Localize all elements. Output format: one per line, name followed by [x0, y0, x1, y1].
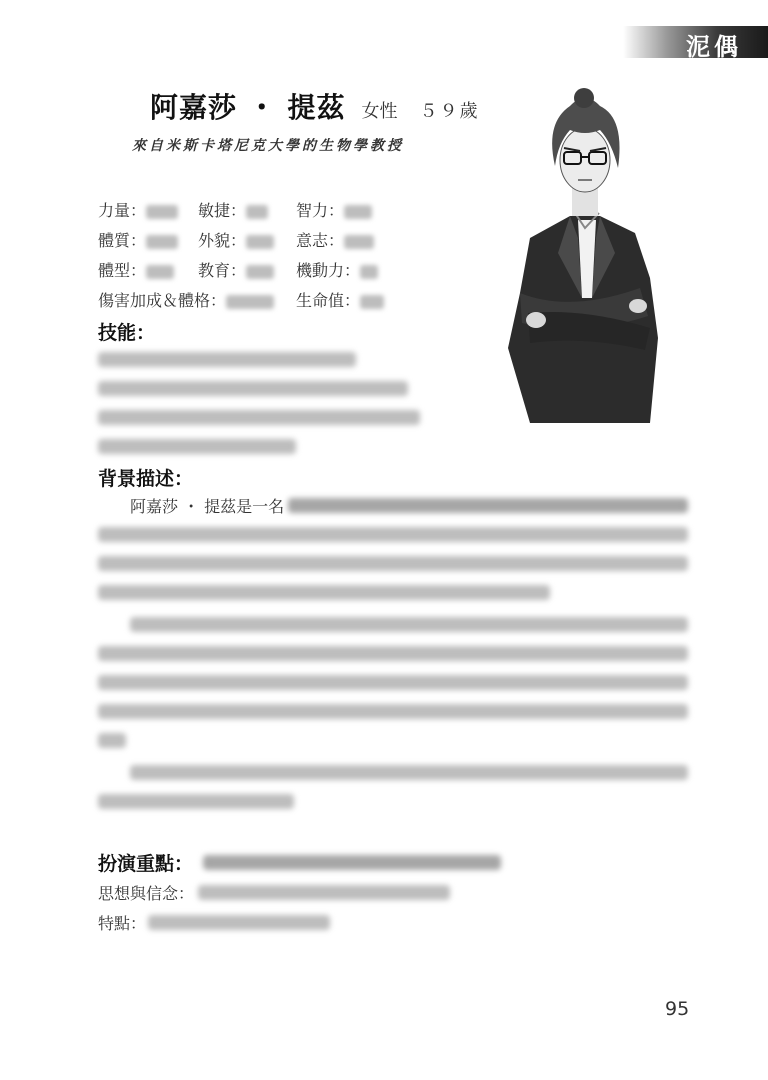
background-line-blurred	[98, 675, 688, 690]
stat-pow-label: 意志：	[296, 231, 345, 250]
stat-mov-value-blurred	[360, 265, 378, 279]
stat-db-build	[98, 288, 274, 311]
book-title-tab	[623, 26, 768, 61]
stat-dex	[198, 198, 268, 221]
stat-dex-label: 敏捷：	[198, 201, 247, 220]
portrait-illustration	[500, 88, 665, 423]
background-line-blurred	[98, 585, 550, 600]
stat-app-value-blurred	[246, 235, 274, 249]
stat-str-value-blurred	[146, 205, 178, 219]
stat-siz-label: 體型：	[98, 261, 147, 280]
book-title: 泥偶	[686, 32, 742, 61]
stat-siz	[98, 258, 174, 281]
stat-con	[98, 228, 178, 251]
stat-int	[296, 198, 372, 221]
stat-app	[198, 228, 274, 251]
beliefs-label: 思想與信念：	[98, 884, 195, 903]
stat-str-label: 力量：	[98, 201, 147, 220]
stat-pow-value-blurred	[344, 235, 374, 249]
stat-pow	[296, 228, 374, 251]
skills-line-blurred	[98, 352, 356, 367]
stat-mov	[296, 258, 378, 281]
stat-con-label: 體質：	[98, 231, 147, 250]
background-line-blurred	[98, 527, 688, 542]
background-line-blurred	[288, 498, 688, 513]
character-name: 阿嘉莎 ・ 提茲	[150, 91, 346, 124]
stat-mov-label: 機動力：	[296, 261, 361, 280]
skills-line-blurred	[98, 381, 408, 396]
stat-siz-value-blurred	[146, 265, 174, 279]
background-line-blurred	[130, 765, 688, 780]
stat-db-build-value-blurred	[226, 295, 274, 309]
stat-hp-label: 生命值：	[296, 291, 361, 310]
stat-app-label: 外貌：	[198, 231, 247, 250]
skills-line-blurred	[98, 410, 420, 425]
character-age: ５９歲	[419, 101, 480, 122]
stat-con-value-blurred	[146, 235, 178, 249]
background-line-blurred	[98, 733, 126, 748]
character-gender: 女性	[361, 101, 398, 122]
background-intro-text: 阿嘉莎 ・ 提茲是一名	[130, 497, 285, 516]
page-number: 95	[665, 998, 690, 1020]
stat-edu-value-blurred	[246, 265, 274, 279]
background-heading: 背景描述：	[98, 468, 194, 490]
stat-hp-value-blurred	[360, 295, 384, 309]
stat-int-label: 智力：	[296, 201, 345, 220]
stat-str	[98, 198, 178, 221]
beliefs-line-blurred	[198, 885, 450, 900]
traits-line-blurred	[148, 915, 330, 930]
stat-edu	[198, 258, 274, 281]
background-line-blurred	[98, 556, 688, 571]
background-line-blurred	[130, 617, 688, 632]
stat-edu-label: 教育：	[198, 261, 247, 280]
stat-hp	[296, 288, 384, 311]
skills-heading: 技能：	[98, 322, 156, 344]
stat-dex-value-blurred	[246, 205, 268, 219]
background-line-blurred	[98, 794, 294, 809]
background-line-blurred	[98, 646, 688, 661]
traits-label: 特點：	[98, 914, 147, 933]
roleplay-heading: 扮演重點：	[98, 853, 194, 875]
character-header	[150, 86, 480, 126]
character-subtitle: 來自米斯卡塔尼克大學的生物學教授	[132, 138, 404, 154]
skills-line-blurred	[98, 439, 296, 454]
roleplay-line-blurred	[203, 855, 501, 870]
stat-int-value-blurred	[344, 205, 372, 219]
stat-db-build-label: 傷害加成＆體格：	[98, 291, 227, 310]
background-line-blurred	[98, 704, 688, 719]
